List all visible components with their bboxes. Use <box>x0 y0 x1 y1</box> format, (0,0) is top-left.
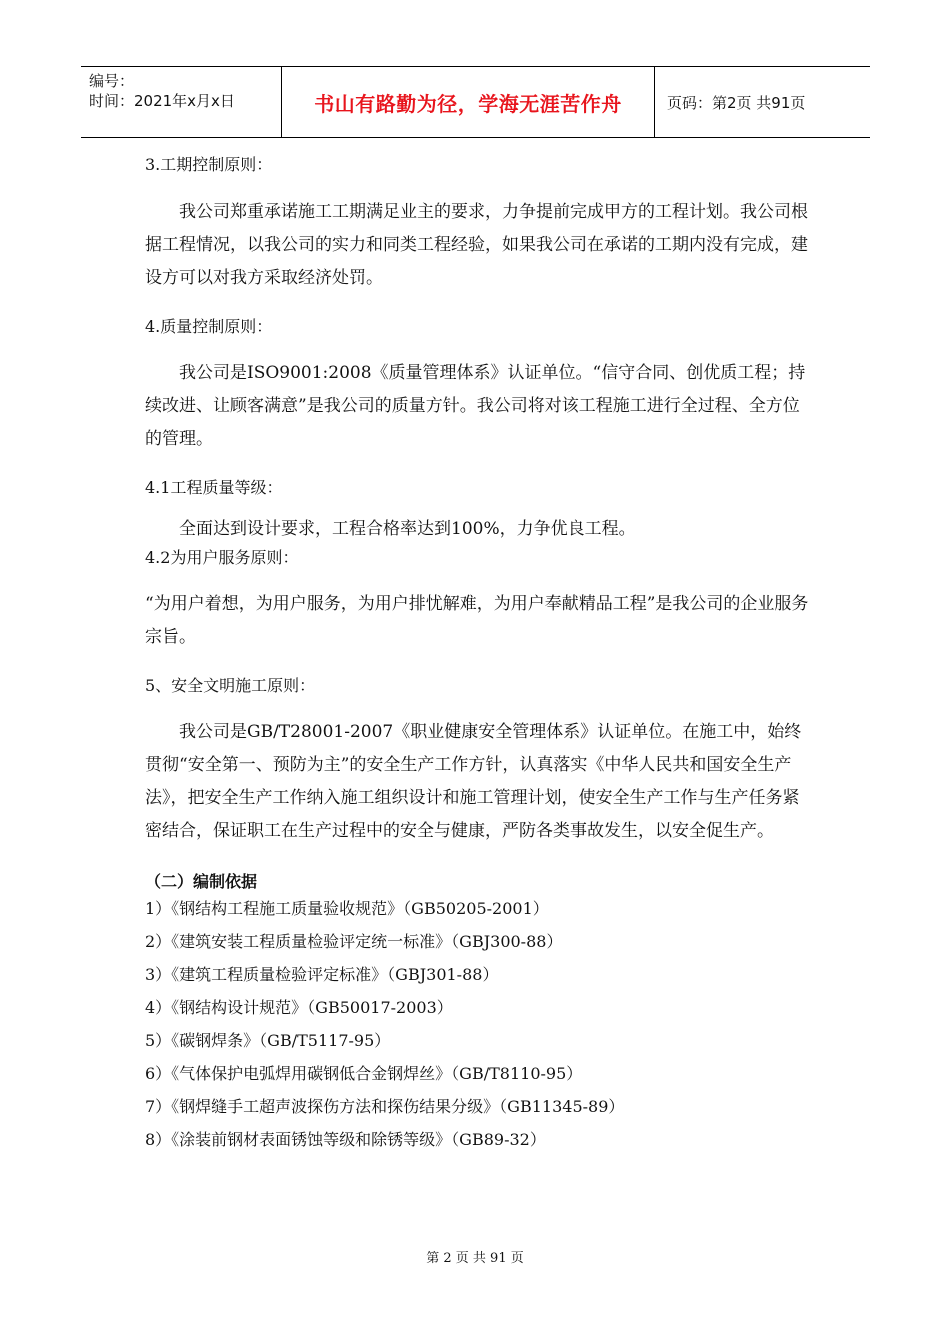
page-footer: 第 2 页 共 91 页 <box>426 1251 524 1266</box>
section-title-quality: 4.质量控制原则： <box>145 317 273 336</box>
paragraph-user-service: “为用户着想，为用户服务，为用户排忧解难，为用户奉献精品工程”是我公司的企业服务宗旨。 <box>145 594 809 647</box>
paragraph-quality-grade: 全面达到设计要求，工程合格率达到100%，力争优良工程。 <box>179 519 636 539</box>
list-item: 3）《建筑工程质量检验评定标准》（GBJ301-88） <box>145 965 499 984</box>
header-info <box>81 67 282 137</box>
basis-list <box>145 892 815 1156</box>
paragraph-safety: 我公司是GB/T28001-2007《职业健康安全管理体系》认证单位。在施工中，始终贯彻“安全第一、预防为主”的安全生产工作方针，认真落实《中华人民共和国安全生产法》，把安全生产工作纳入施工组织设计和施工管理计划，使安全生产工作与生产任务紧密结合，保证职工在生产过程中的安全与健康，严防各类事故发生，以安全促生产。 <box>145 722 802 841</box>
header-motto: 书山有路勤为径，学海无涯苦作舟 <box>282 67 655 137</box>
list-item: 6）《气体保护电弧焊用碳钢低合金钢焊丝》（GB/T8110-95） <box>145 1064 583 1083</box>
document-body <box>145 155 815 1156</box>
paragraph-quality: 我公司是ISO9001:2008《质量管理体系》认证单位。“信守合同、创优质工程；持续改进、让顾客满意”是我公司的质量方针。我公司将对该工程施工进行全过程、全方位的管理。 <box>145 363 806 449</box>
section-title-safety: 5、安全文明施工原则： <box>145 676 316 695</box>
section-title-schedule: 3.工期控制原则： <box>145 155 273 174</box>
list-item: 2）《建筑安装工程质量检验评定统一标准》（GBJ300-88） <box>145 932 563 951</box>
header-page-label: 页码：第2页 共91页 <box>667 93 806 112</box>
page-header <box>81 66 870 138</box>
paragraph-schedule: 我公司郑重承诺施工工期满足业主的要求，力争提前完成甲方的工程计划。我公司根据工程情况，以我公司的实力和同类工程经验，如果我公司在承诺的工期内没有完成，建设方可以对我方采取经济处罚。 <box>145 202 808 288</box>
document-time-label: 时间：2021年x月x日 <box>89 92 235 110</box>
section-title-user-service: 4.2为用户服务原则： <box>145 548 299 567</box>
list-item: 5）《碳钢焊条》（GB/T5117-95） <box>145 1031 391 1050</box>
document-number-label: 编号： <box>89 72 135 90</box>
list-item: 7）《钢焊缝手工超声波探伤方法和探伤结果分级》（GB11345-89） <box>145 1097 625 1116</box>
section-title-basis: （二）编制依据 <box>145 872 258 891</box>
list-item: 4）《钢结构设计规范》（GB50017-2003） <box>145 998 453 1017</box>
list-item: 1）《钢结构工程施工质量验收规范》（GB50205-2001） <box>145 899 549 918</box>
list-item: 8）《涂装前钢材表面锈蚀等级和除锈等级》（GB89-32） <box>145 1130 546 1149</box>
section-title-quality-grade: 4.1工程质量等级： <box>145 478 283 497</box>
